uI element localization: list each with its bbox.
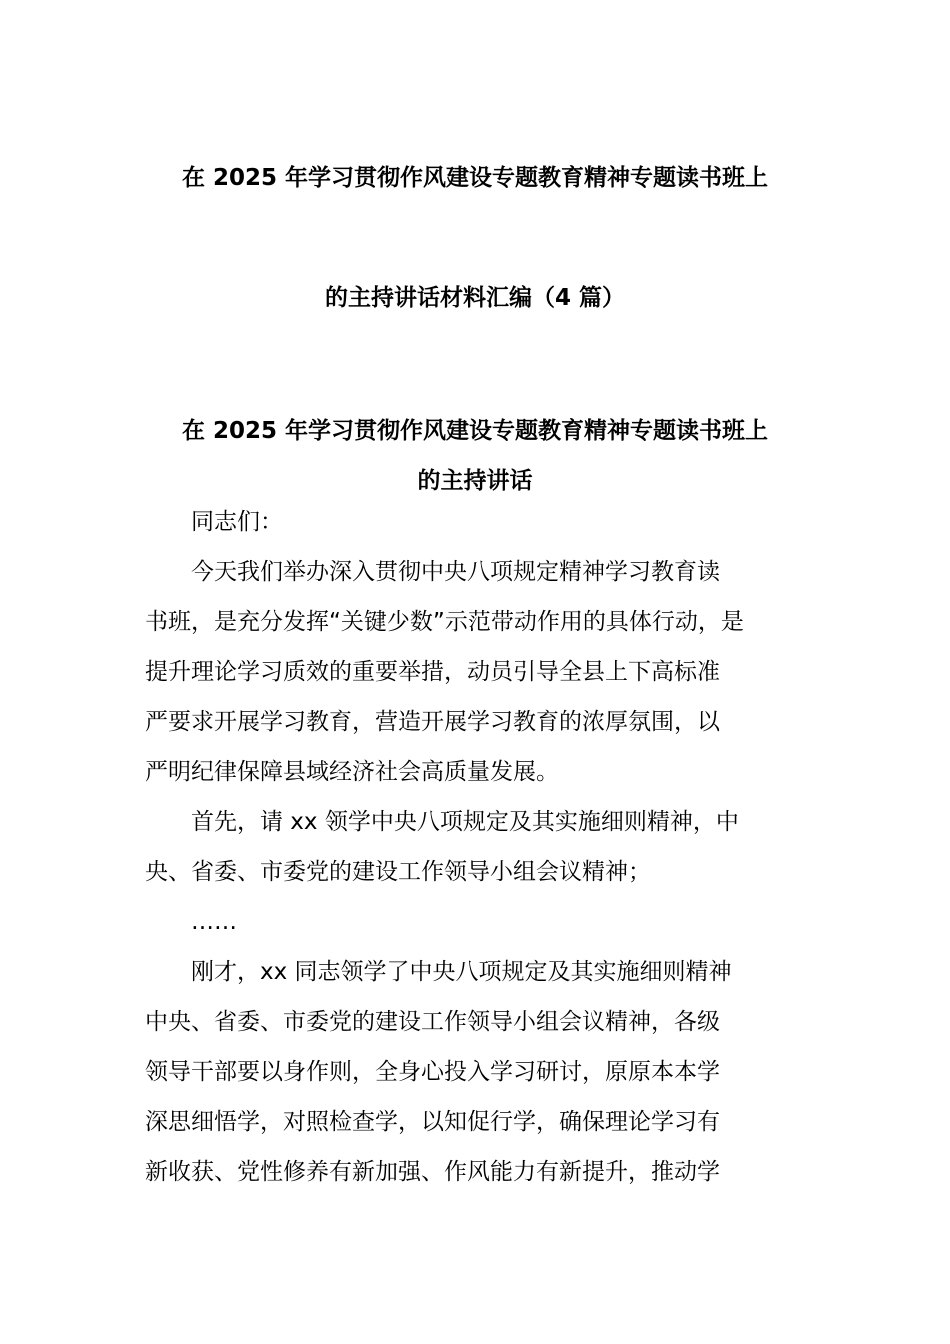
paragraph-line: 提升理论学习质效的重要举措，动员引导全县上下高标准 xyxy=(145,659,720,685)
section-title xyxy=(0,406,950,506)
paragraph-line: 严要求开展学习教育，营造开展学习教育的浓厚氛围，以 xyxy=(145,709,720,735)
document-title-line-1: 在 2025 年学习贯彻作风建设专题教育精神专题读书班上 xyxy=(181,165,769,191)
paragraph-line: 刚才，xx 同志领学了中央八项规定及其实施细则精神 xyxy=(191,959,732,985)
paragraph-line: 深思细悟学，对照检查学，以知促行学，确保理论学习有 xyxy=(145,1109,720,1135)
paragraph-line: 首先，请 xx 领学中央八项规定及其实施细则精神，中 xyxy=(191,809,739,835)
paragraph xyxy=(145,497,810,547)
paragraph xyxy=(145,897,810,947)
paragraph-line: 中央、省委、市委党的建设工作领导小组会议精神，各级 xyxy=(145,1009,720,1035)
paragraph-line: 新收获、党性修养有新加强、作风能力有新提升，推动学 xyxy=(145,1159,720,1185)
paragraph-line: 央、省委、市委党的建设工作领导小组会议精神； xyxy=(145,859,651,885)
paragraph-line: 书班，是充分发挥“关键少数”示范带动作用的具体行动，是 xyxy=(145,609,744,635)
paragraph-line: …… xyxy=(191,909,237,935)
paragraph-line: 严明纪律保障县域经济社会高质量发展。 xyxy=(145,759,559,785)
document-title-line-2: 的主持讲话材料汇编（4 篇） xyxy=(324,285,625,311)
paragraph xyxy=(145,547,810,797)
document-body xyxy=(145,497,810,1197)
section-title-line-2: 的主持讲话 xyxy=(417,468,533,494)
paragraph-line: 领导干部要以身作则，全身心投入学习研讨，原原本本学 xyxy=(145,1059,720,1085)
paragraph-line: 今天我们举办深入贯彻中央八项规定精神学习教育读 xyxy=(191,559,720,585)
section-title-line-1: 在 2025 年学习贯彻作风建设专题教育精神专题读书班上 xyxy=(181,418,769,444)
paragraph-line: 同志们： xyxy=(191,509,283,535)
paragraph xyxy=(145,797,810,897)
paragraph xyxy=(145,947,810,1197)
